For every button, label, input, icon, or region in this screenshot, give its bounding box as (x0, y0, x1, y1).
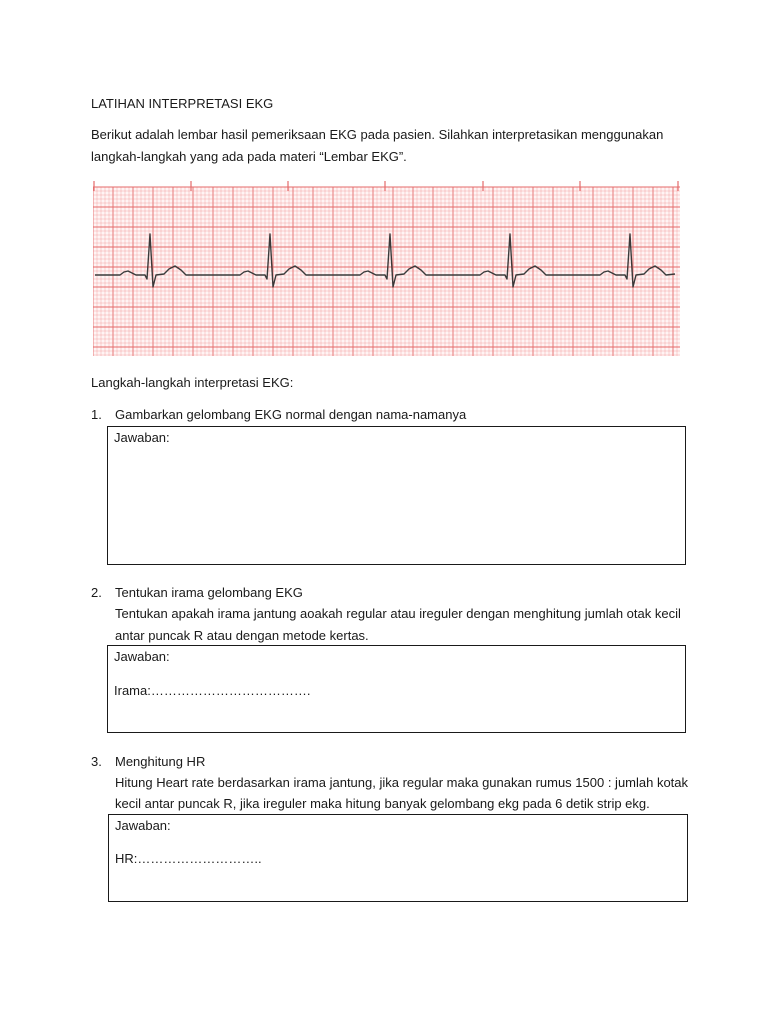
intro-line-2: langkah-langkah yang ada pada materi “Lembar EKG”. (91, 149, 407, 164)
q1-title: Gambarkan gelombang EKG normal dengan nama-namanya (115, 407, 467, 422)
ekg-strip (93, 181, 680, 356)
q1-answer-label: Jawaban: (114, 430, 170, 445)
q2-number: 2. (91, 585, 102, 600)
steps-heading: Langkah-langkah interpretasi EKG: (91, 375, 294, 390)
q3-answer-box[interactable] (108, 814, 688, 902)
ekg-grid (93, 181, 680, 356)
q3-desc-line-2: kecil antar puncak R, jika ireguler maka hitung banyak gelombang ekg pada 6 detik strip ekg. (115, 796, 650, 811)
q2-desc-line-1: Tentukan apakah irama jantung aoakah regular atau ireguler dengan menghitung jumlah otak kecil (115, 606, 681, 621)
q2-desc-line-2: antar puncak R atau dengan metode kertas. (115, 628, 369, 643)
q3-desc-line-1: Hitung Heart rate berdasarkan irama jantung, jika regular maka gunakan rumus 1500 : jumlah kotak (115, 775, 689, 790)
page-title: LATIHAN INTERPRETASI EKG (91, 96, 274, 111)
q2-answer-box[interactable] (107, 645, 686, 733)
q3-title: Menghitung HR (115, 754, 206, 769)
q1-answer-box[interactable] (107, 426, 686, 565)
q2-answer-label: Jawaban: (114, 649, 170, 664)
q3-hr-field: HR:……………………….. (115, 851, 262, 866)
q3-answer-label: Jawaban: (115, 818, 171, 833)
q1-number: 1. (91, 407, 102, 422)
intro-line-1: Berikut adalah lembar hasil pemeriksaan EKG pada pasien. Silahkan interpretasikan menggunakan (91, 127, 664, 142)
q2-title: Tentukan irama gelombang EKG (115, 585, 303, 600)
q2-irama-field: Irama:………………………………. (114, 683, 311, 698)
q3-number: 3. (91, 754, 102, 769)
